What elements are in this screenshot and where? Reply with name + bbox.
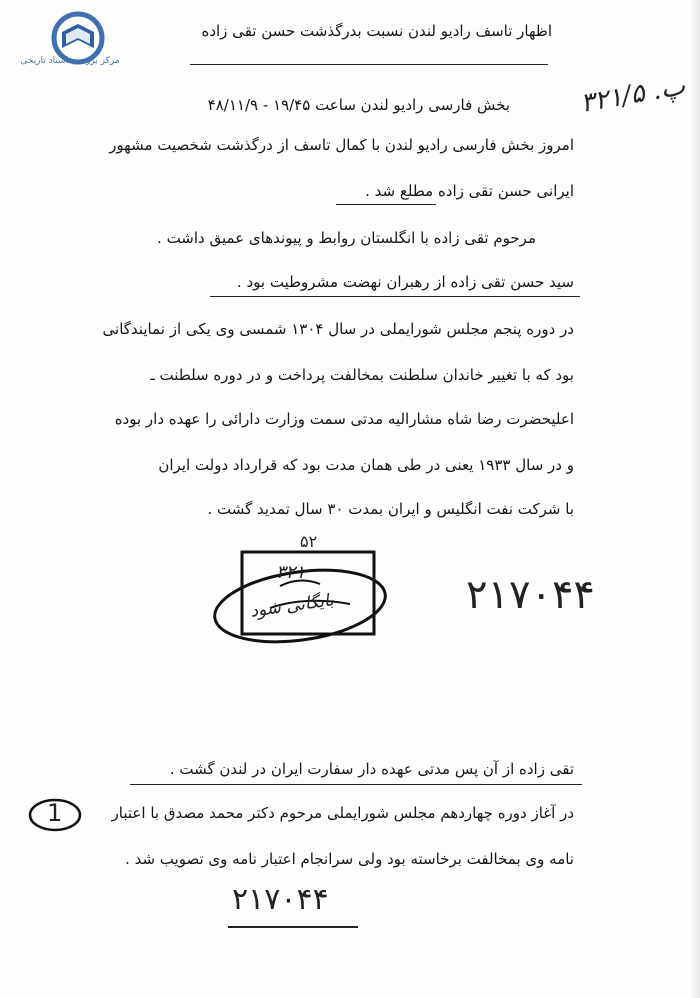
paragraph-line: اعلیحضرت رضا شاه مشارالیه مدتی سمت وزارت دارائی را عهده دار بوده [114, 410, 574, 428]
paragraph-line: بود که با تغییر خاندان سلطنت بمخالفت پرداخت و در دوره سلطنت ـ [150, 366, 574, 384]
sentence-underline [130, 784, 582, 785]
broadcast-line: بخش فارسی رادیو لندن ساعت ۱۹/۴۵ - ۴۸/۱۱/۹ [207, 96, 510, 114]
footer-number: ۲۱۷۰۴۴ [232, 882, 329, 917]
paragraph-line: امروز بخش فارسی رادیو لندن با کمال تاسف از درگذشت شخصیت مشهور [109, 136, 574, 154]
document-title: اظهار تاسف رادیو لندن نسبت بدرگذشت حسن تقی زاده [201, 22, 552, 40]
paragraph-line: و در سال ۱۹۳۳ یعنی در طی همان مدت بود که قرارداد دولت ایران [158, 456, 574, 474]
paragraph-line: مرحوم تقی زاده با انگلستان روابط و پیوندهای عمیق داشت . [157, 229, 536, 247]
archive-logo-icon [18, 8, 118, 78]
paragraph-line: در آغاز دوره چهاردهم مجلس شورایملی مرحوم دکتر محمد مصدق با اعتبار [111, 804, 574, 822]
sentence-underline [210, 296, 580, 297]
name-underline [336, 204, 436, 205]
stamp-top-number: ۵۲ [300, 532, 318, 551]
scan-edge [690, 0, 700, 998]
paragraph-line: سید حسن تقی زاده از رهبران نهضت مشروطیت بود . [236, 273, 574, 291]
page-marker: 1 [47, 799, 63, 827]
paragraph-line: نامه وی بمخالفت برخاسته بود ولی سرانجام اعتبار نامه وی تصویب شد . [125, 850, 574, 868]
logo-caption: مرکز بررسی اسناد تاریخی [20, 56, 120, 66]
title-underline [190, 64, 548, 65]
paragraph-line: با شرکت نفت انگلیس و ایران بمدت ۳۰ سال تمدید گشت . [207, 500, 574, 518]
stamp-number: ۳۲۱ [276, 562, 306, 583]
stamp-text: بایگانی شود [249, 590, 336, 622]
footer-underline [228, 926, 358, 928]
paragraph-line: در دوره پنجم مجلس شورایملی در سال ۱۳۰۴ شمسی وی یکی از نمایندگانی [102, 320, 574, 338]
paragraph-line: تقی زاده از آن پس مدتی عهده دار سفارت ایران در لندن گشت . [169, 760, 574, 778]
margin-note: پ. ۳۲۱/۵ [578, 71, 688, 119]
archive-number: ۲۱۷۰۴۴ [466, 572, 595, 618]
paragraph-line: ایرانی حسن تقی زاده مطلع شد . [365, 182, 574, 200]
